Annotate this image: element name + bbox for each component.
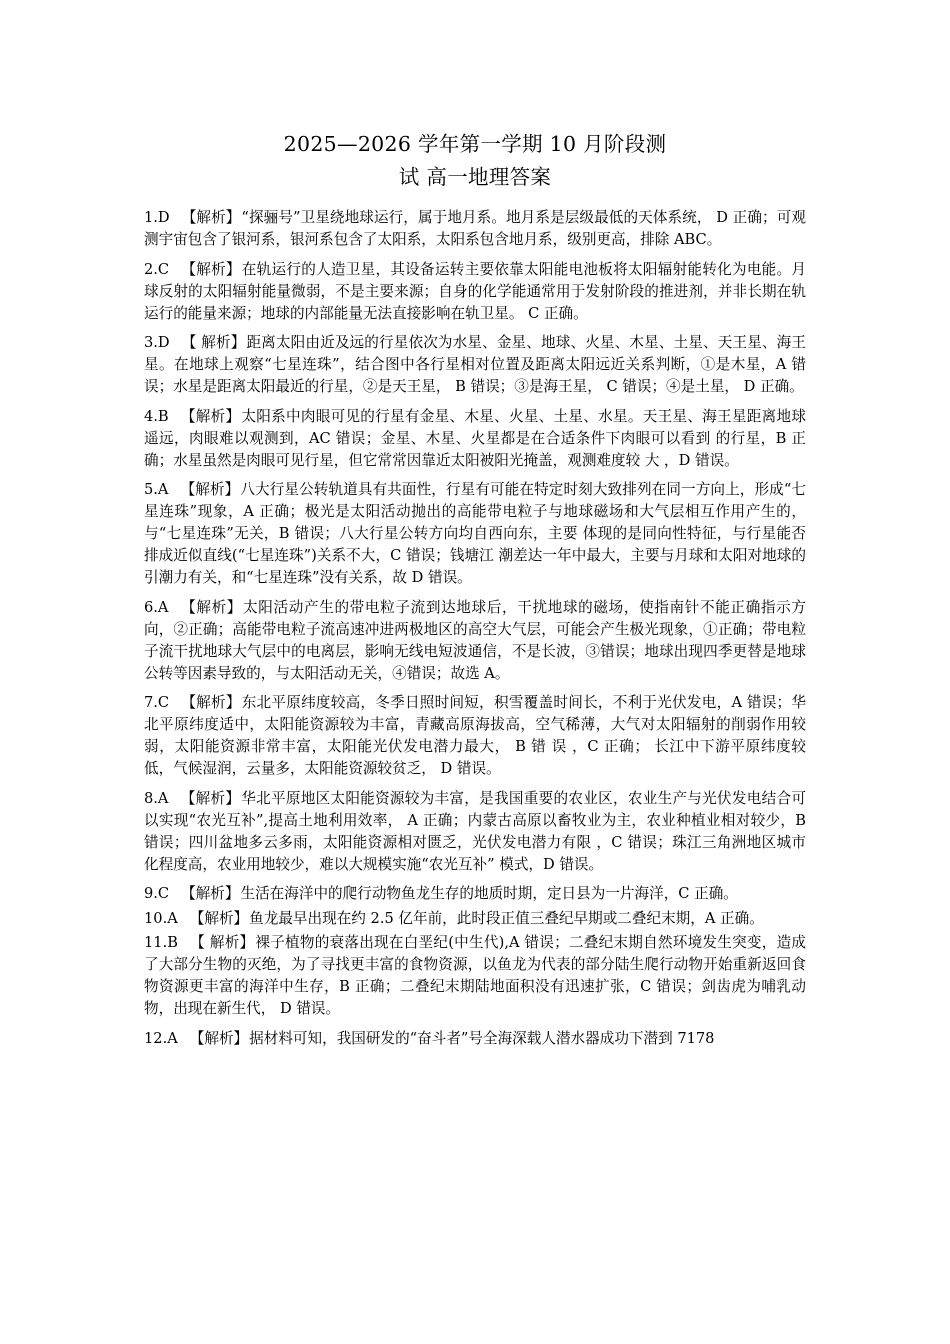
- analysis-tag: 【解析】: [189, 909, 249, 927]
- answer-number: 1.D: [144, 209, 170, 226]
- answer-number: 5.A: [144, 481, 169, 498]
- answer-text: 八大行星公转轨道具有共面性，行星有可能在特定时刻大致排列在同一方向上，形成“七星连珠”现象，A 正确；极光是太阳活动抛出的高能带电粒子与地球磁场和大气层相互作用产生的，与“七星连珠”无关，B 错误；八大行星公转方向均自西向东，主要 体现的是同向性特征，与行星能否排成近似直线(“七星连珠”)关系不大，C 错误；钱塘江 潮差达一年中最大，主要与月球和太阳对地球的引潮力有关，和“七星连珠”没有关系，故 D 错误。: [144, 481, 806, 586]
- analysis-tag: 【解析】: [181, 209, 241, 226]
- answer-text: 华北平原地区太阳能资源较为丰富，是我国重要的农业区，农业生产与光伏发电结合可以实现“农光互补”,提高土地利用效率， A 正确；内蒙古高原以畜牧业为主，农业种植业相对较少，B 错误；四川盆地多云多雨，太阳能资源相对匮乏，光伏发电潜力有限 ，C 错误；珠江三角洲地区城市化程度高，农业用地较少，难以大规模实施“农光互补” 模式，D 错误。: [144, 789, 806, 873]
- answer-number: 6.A: [144, 598, 169, 616]
- answer-text: 距离太阳由近及远的行星依次为水星、金星、地球、火星、木星、土星、天王星、海王星。在地球上观察“七星连珠”，结合图中各行星相对位置及距离太阳远近关系判断，①是木星，A 错误；水星是距离太阳最近的行星，②是天王星， B 错误；③是海王星， C 错误；④是土星， D 正确。: [144, 334, 806, 395]
- analysis-tag: 【解析】: [181, 885, 240, 902]
- answer-item: [144, 259, 806, 325]
- analysis-tag: 【解析】: [181, 694, 241, 711]
- answer-text: 生活在海洋中的爬行动物鱼龙生存的地质时期，定日县为一片海洋，C 正确。: [240, 885, 738, 902]
- answer-number: 11.B: [144, 934, 178, 951]
- answer-item: [144, 883, 806, 905]
- answer-number: 2.C: [144, 260, 170, 278]
- answer-item: [144, 908, 806, 930]
- analysis-tag: 【解析】: [180, 481, 240, 498]
- answer-item: [144, 788, 806, 876]
- answer-item: [144, 207, 806, 251]
- answer-item: [144, 692, 806, 780]
- answer-number: 4.B: [144, 407, 169, 425]
- answer-text: 太阳活动产生的带电粒子流到达地球后，干扰地球的磁场，使指南针不能正确指示方向，②正确；高能带电粒子流高速冲进两极地区的高空大气层，可能会产生极光现象，①正确；带电粒子流干扰地球大气层中的电离层，影响无线电短波通信，不是长波，③错误；地球出现四季更替是地球公转等因素导致的，与太阳活动无关，④错误；故选 A。: [144, 598, 806, 682]
- answer-text: 东北平原纬度较高，冬季日照时间短，积雪覆盖时间长，不利于光伏发电，A 错误；华北平原纬度适中，太阳能资源较为丰富，青藏高原海拔高，空气稀薄，大气对太阳辐射的削弱作用较弱，太阳能资源非常丰富，太阳能光伏发电潜力最大， B 错 误 ，C 正确； 长江中下游平原纬度较低，气候湿润，云量多，太阳能资源较贫乏， D 错误。: [144, 694, 806, 777]
- answer-text: 据材料可知，我国研发的“奋斗者”号全海深载人潜水器成功下潜到 7178: [249, 1029, 715, 1047]
- answer-item: [144, 332, 806, 398]
- page-title-line-2: 试 高一地理答案: [398, 165, 552, 189]
- answer-text: 裸子植物的衰落出现在白垩纪(中生代),A 错误；二叠纪末期自然环境发生突变，造成了大部分生物的灭绝，为了寻找更丰富的食物资源，以鱼龙为代表的部分陆生爬行动物开始重新返回食物资源更丰富的海洋中生存，B 正确；二叠纪末期陆地面积没有迅速扩张，C 错误；剑齿虎为哺乳动物，出现在新生代， D 错误。: [144, 934, 806, 1017]
- answer-item: [144, 597, 806, 685]
- answer-number: 12.A: [144, 1029, 178, 1047]
- answer-number: 8.A: [144, 789, 169, 807]
- answer-item: [144, 406, 806, 472]
- answer-number: 10.A: [144, 909, 178, 927]
- analysis-tag: 【解析】: [180, 407, 241, 425]
- answer-text: “探骊号”卫星绕地球运行，属于地月系。地月系是层级最低的天体系统， D 正确；可观测宇宙包含了银河系，银河系包含了太阳系，太阳系包含地月系，级别更高，排除 ABC。: [144, 209, 806, 248]
- page-title-line-1: 2025—2026 学年第一学期 10 月阶段测: [283, 132, 667, 156]
- answer-item: [144, 479, 806, 589]
- answer-number: 7.C: [144, 694, 170, 711]
- answer-text: 在轨运行的人造卫星，其设备运转主要依靠太阳能电池板将太阳辐射能转化为电能。月球反射的太阳辐射能量微弱，不是主要来源；自身的化学能通常用于发射阶段的推进剂，并非长期在轨运行的能量来源；地球的内部能量无法直接影响在轨卫星。 C 正确。: [144, 260, 806, 322]
- answer-item: [144, 1028, 806, 1050]
- answer-list: [144, 207, 806, 1057]
- answer-item: [144, 932, 806, 1020]
- answer-text: 太阳系中肉眼可见的行星有金星、木星、火星、土星、水星。天王星、海王星距离地球遥远，肉眼难以观测到，AC 错误；金星、木星、火星都是在合适条件下肉眼可以看到 的行星，B 正确；水星虽然是肉眼可见行星，但它常常因靠近太阳被阳光掩盖，观测难度较 大 ，D 错误。: [144, 407, 806, 469]
- analysis-tag: 【解析】: [181, 260, 241, 278]
- analysis-tag: 【解析】: [189, 1029, 249, 1047]
- answer-text: 鱼龙最早出现在约 2.5 亿年前，此时段正值三叠纪早期或二叠纪末期，A 正确。: [249, 909, 764, 927]
- analysis-tag: 【 解析】: [181, 334, 246, 351]
- analysis-tag: 【 解析】: [189, 934, 255, 951]
- analysis-tag: 【解析】: [180, 598, 243, 616]
- answer-number: 9.C: [144, 885, 170, 902]
- answer-number: 3.D: [144, 334, 170, 351]
- analysis-tag: 【解析】: [180, 789, 241, 807]
